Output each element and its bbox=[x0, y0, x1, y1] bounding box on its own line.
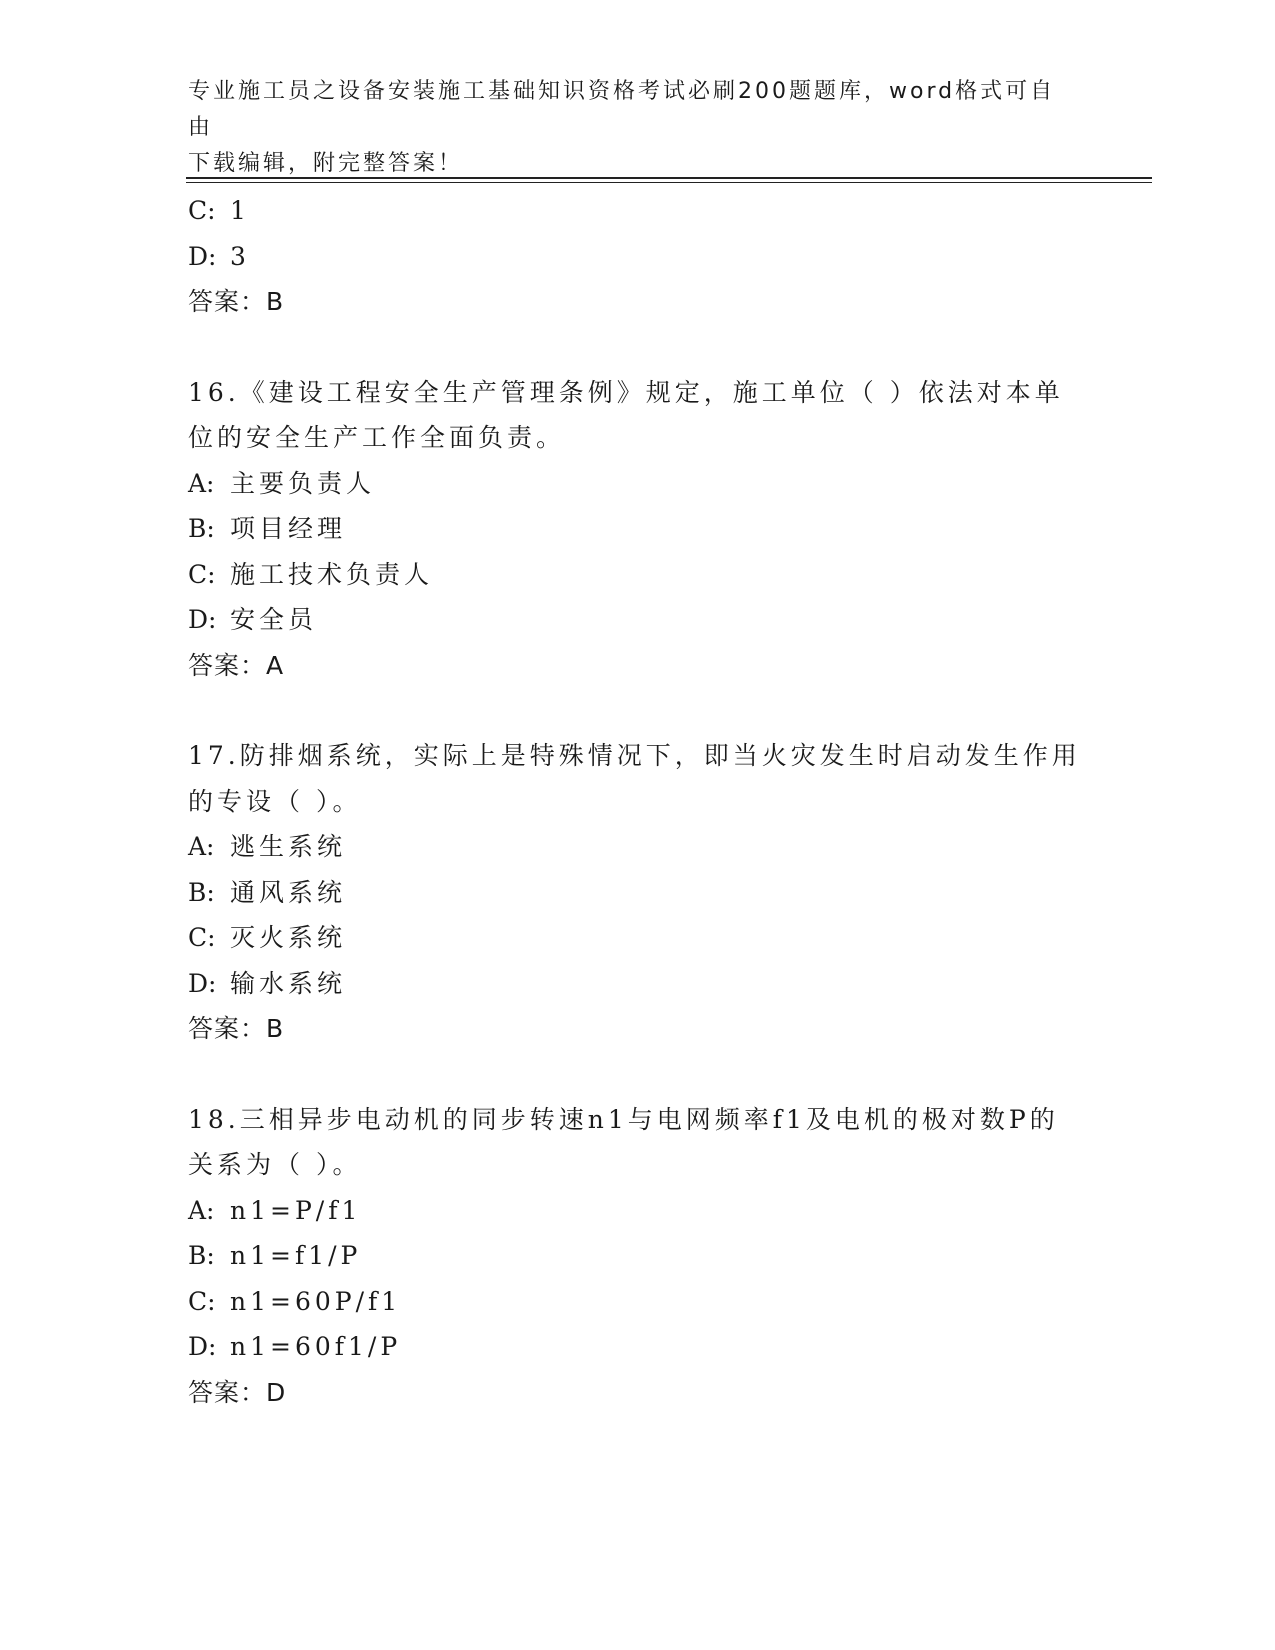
question-15-tail bbox=[188, 188, 1088, 325]
option-c bbox=[188, 552, 1088, 598]
option-a bbox=[188, 824, 1088, 870]
option-text: 输水系统 bbox=[230, 968, 347, 998]
header-divider-thin bbox=[186, 182, 1152, 183]
option-label: A: bbox=[188, 1195, 215, 1225]
answer-line: 答案：A bbox=[188, 650, 285, 680]
option-text: 主要负责人 bbox=[230, 468, 376, 498]
option-label: C: bbox=[188, 559, 216, 589]
question-stem-line-2: 位的安全生产工作全面负责。 bbox=[188, 423, 566, 452]
option-label: A: bbox=[188, 832, 215, 861]
option-text: 通风系统 bbox=[230, 877, 347, 907]
option-label: D: bbox=[188, 241, 217, 271]
option-text: 逃生系统 bbox=[230, 832, 347, 861]
question-stem-line-2: 关系为（ ）。 bbox=[188, 1150, 362, 1179]
option-label: B: bbox=[188, 1241, 215, 1270]
option-a bbox=[188, 1188, 1088, 1234]
option-b bbox=[188, 506, 1088, 552]
option-label: C: bbox=[188, 1286, 216, 1316]
option-label: C: bbox=[188, 923, 216, 952]
option-d bbox=[188, 961, 1088, 1007]
option-text: n1=60P/f1 bbox=[230, 1286, 402, 1316]
option-label: D: bbox=[188, 968, 217, 998]
option-text: 施工技术负责人 bbox=[230, 559, 434, 589]
option-c bbox=[188, 1279, 1088, 1325]
header-line-1: 专业施工员之设备安装施工基础知识资格考试必刷200题题库，word格式可自由 bbox=[188, 79, 1056, 140]
option-text: n1=P/f1 bbox=[230, 1195, 362, 1225]
question-stem-line-2: 的专设（ ）。 bbox=[188, 786, 362, 816]
option-text: 3 bbox=[230, 241, 250, 271]
question-16 bbox=[188, 370, 1088, 689]
option-text: 安全员 bbox=[230, 605, 318, 634]
option-label: A: bbox=[188, 468, 215, 498]
question-17 bbox=[188, 733, 1088, 1052]
option-label: B: bbox=[188, 877, 215, 907]
option-text: n1=60f1/P bbox=[230, 1332, 402, 1361]
answer-line: 答案：B bbox=[188, 287, 285, 316]
option-b bbox=[188, 1233, 1088, 1279]
question-stem-line-1: 16.《建设工程安全生产管理条例》规定，施工单位（ ）依法对本单 bbox=[188, 377, 1064, 407]
option-c bbox=[188, 915, 1088, 961]
option-label: D: bbox=[188, 605, 217, 634]
document-header bbox=[188, 74, 1068, 182]
option-label: D: bbox=[188, 1332, 217, 1361]
option-d bbox=[188, 234, 1088, 280]
option-label: C: bbox=[188, 196, 216, 225]
question-stem-line-1: 17.防排烟系统，实际上是特殊情况下，即当火灾发生时启动发生作用 bbox=[188, 741, 1081, 770]
option-text: 1 bbox=[230, 196, 250, 225]
header-line-2: 下载编辑，附完整答案！ bbox=[188, 151, 464, 176]
option-text: n1=f1/P bbox=[230, 1241, 362, 1270]
option-d bbox=[188, 1324, 1088, 1370]
option-b bbox=[188, 870, 1088, 916]
question-18 bbox=[188, 1097, 1088, 1416]
option-label: B: bbox=[188, 514, 215, 543]
option-text: 灭火系统 bbox=[230, 923, 347, 952]
document-body bbox=[188, 188, 1088, 1415]
option-d bbox=[188, 597, 1088, 643]
question-stem-line-1: 18.三相异步电动机的同步转速n1与电网频率f1及电机的极对数P的 bbox=[188, 1104, 1059, 1134]
option-a bbox=[188, 461, 1088, 507]
header-divider-thick bbox=[186, 177, 1152, 179]
answer-line: 答案：B bbox=[188, 1014, 285, 1043]
answer-line: 答案：D bbox=[188, 1377, 287, 1407]
option-text: 项目经理 bbox=[230, 514, 347, 543]
option-c bbox=[188, 188, 1088, 234]
